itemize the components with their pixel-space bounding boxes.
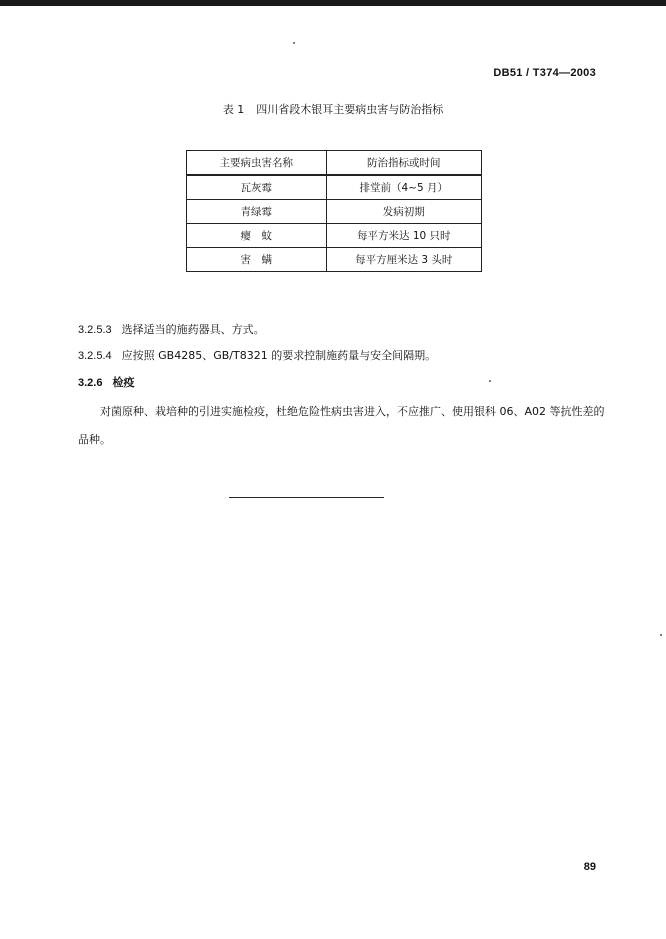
- document-code: DB51 / T374—2003: [493, 67, 596, 79]
- table-header-row: [187, 151, 482, 176]
- table-row: [187, 200, 482, 224]
- clause-3-2-5-3: [78, 321, 265, 337]
- scan-speck: [660, 634, 662, 636]
- table-title: 四川省段木银耳主要病虫害与防治指标: [256, 103, 444, 116]
- scan-speck: [489, 380, 491, 382]
- table-row: [187, 175, 482, 200]
- page-number: 89: [583, 861, 596, 873]
- pest-name-cell: 青绿霉: [187, 200, 327, 224]
- control-index-cell: 每平方米达 10 只时: [326, 224, 481, 248]
- clause-title: 检疫: [112, 376, 135, 389]
- control-index-cell: 排堂前（4~5 月）: [326, 175, 481, 200]
- clause-text: 选择适当的施药器具、方式。: [121, 323, 265, 336]
- clause-3-2-6-heading: [78, 374, 134, 390]
- top-border-rule: [0, 0, 666, 6]
- column-header-control-index: 防治指标或时间: [326, 151, 481, 176]
- scan-speck: [293, 42, 295, 44]
- end-of-document-rule: [229, 497, 384, 498]
- clause-3-2-5-4: [78, 347, 436, 363]
- table-number: 表 1: [222, 103, 245, 116]
- pest-name-cell: 瘿 蚊: [187, 224, 327, 248]
- table-row: [187, 248, 482, 272]
- pest-control-table: [186, 150, 482, 272]
- clause-number: 3.2.5.3: [78, 324, 112, 336]
- table-row: [187, 224, 482, 248]
- control-index-cell: 发病初期: [326, 200, 481, 224]
- pest-name-cell: 害 螨: [187, 248, 327, 272]
- column-header-pest-name: 主要病虫害名称: [187, 151, 327, 176]
- clause-number: 3.2.6: [78, 377, 103, 389]
- pest-name-cell: 瓦灰霉: [187, 175, 327, 200]
- table-caption: [0, 101, 666, 117]
- clause-text: 应按照 GB4285、GB/T8321 的要求控制施药量与安全间隔期。: [121, 349, 437, 362]
- clause-number: 3.2.5.4: [78, 350, 112, 362]
- control-index-cell: 每平方厘米达 3 头时: [326, 248, 481, 272]
- clause-3-2-6-text: 对菌原种、栽培种的引进实施检疫，杜绝危险性病虫害进入，不应推广、使用银科 06、A02 等抗性差的品种。: [78, 405, 605, 446]
